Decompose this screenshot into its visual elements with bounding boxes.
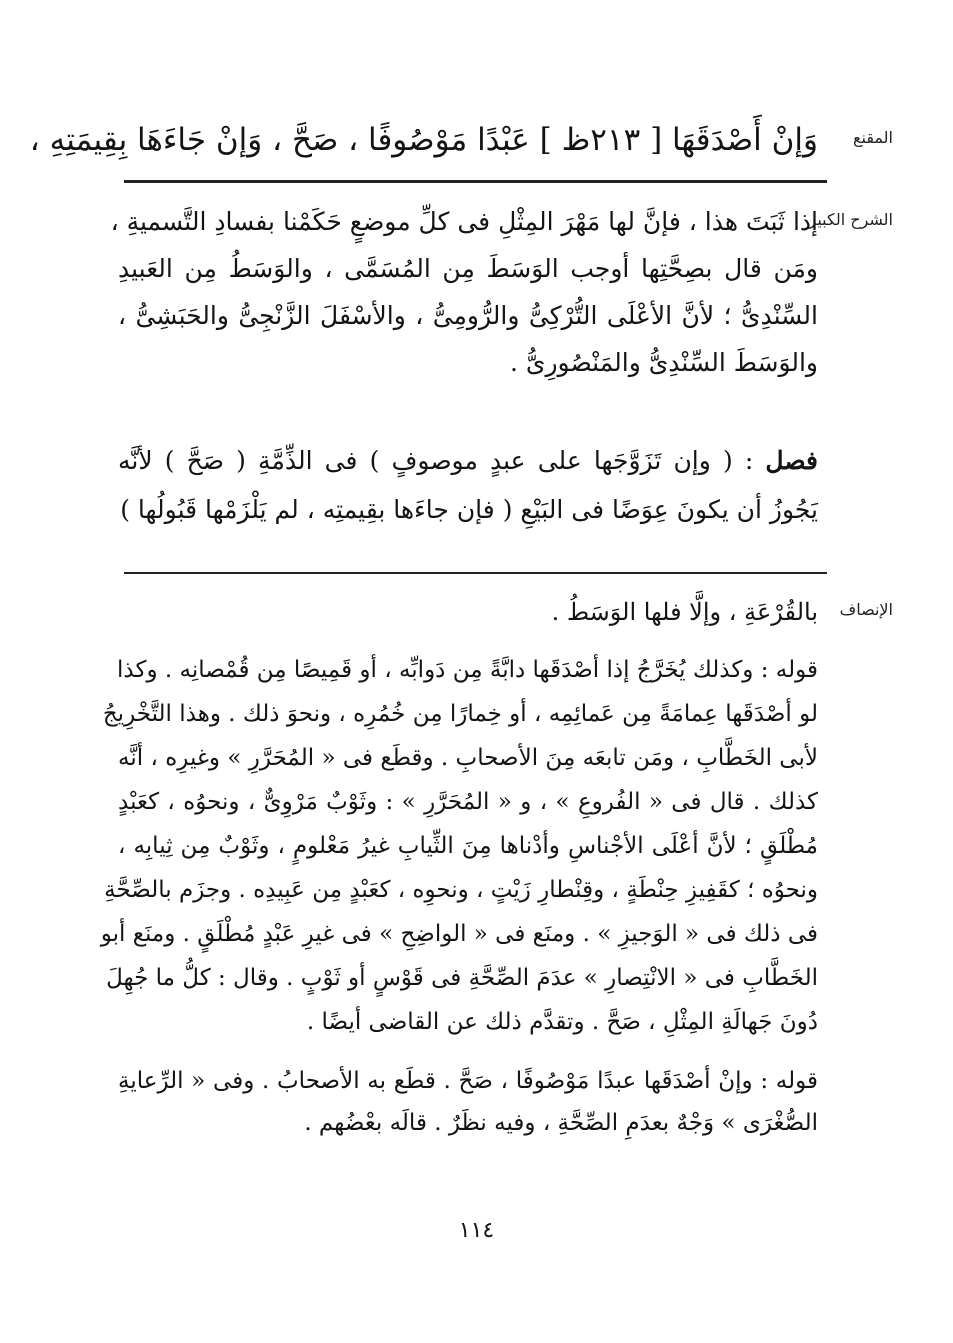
page-number: ١١٤ — [458, 1218, 495, 1243]
insaf-paragraph-2-line-2: لو أصْدَقَها عِمامَةً مِن عَمائِمِه ، أو خِمارًا مِن خُمُرِه ، ونحوَ ذلك . وهذا التَّخْرِيجُ — [102, 701, 818, 727]
section-label-sharh: الشرح الكبير — [808, 210, 893, 229]
sharh-text-line-3: السِّنْدِىُّ ؛ لأنَّ الأعْلَى التُّرْكِىُّ والرُّومِىُّ ، والأسْفَلَ الزَّنْجِىُّ والحَبَشِىُّ ، — [118, 301, 818, 330]
insaf-paragraph-3 — [118, 1060, 818, 1144]
section-label-insaf: الإنصاف — [839, 600, 893, 619]
insaf-paragraph-2-line-7: فى ذلك فى « الوَجيزِ » . ومنَع فى « الواضِحِ » فى غيرِ عَبْدٍ مُطْلَقٍ . ومنَع أبو — [100, 921, 818, 947]
divider-muqni — [124, 180, 827, 183]
sharh-text — [110, 198, 818, 386]
insaf-paragraph-3-line-2: الصُّغْرَى » وَجْهٌ بعدَمِ الصِّحَّةِ ، وفيه نظَرٌ . قالَه بعْضُهم . — [304, 1110, 818, 1136]
insaf-paragraph-1-line-1: بالقُرْعَةِ ، وإلَّا فلها الوَسَطُ . — [551, 598, 818, 626]
insaf-paragraph-2-line-5: مُطْلَقٍ ؛ لأنَّ أعْلَى الأجْناسِ وأدْناها مِنَ الثِّيابِ غيرُ مَعْلومٍ ، وثَوْبٌ مِن ثِيابِه ، — [118, 833, 818, 859]
insaf-paragraph-2-line-9: دُونَ جَهالَةِ المِثْلِ ، صَحَّ . وتقدَّم ذلك عن القاضى أيضًا . — [306, 1009, 818, 1035]
insaf-paragraph-2-line-1: قوله : وكذلك يُخَرَّجُ إذا أصْدَقَها دابَّةً مِن دَوابِّه ، أو قَمِيصًا مِن قُمْصانِه . وكذا — [117, 657, 818, 683]
insaf-paragraph-2 — [100, 648, 818, 1044]
insaf-paragraph-2-line-3: لأبى الخَطَّابِ ، ومَن تابعَه مِنَ الأصحابِ . وقطَع فى « المُحَرَّرِ » وغيرِه ، أنَّه — [118, 745, 818, 771]
sharh-text-line-2: ومَن قال بصِحَّتِها أوجب الوَسَطَ مِن المُسَمَّى ، والوَسَطُ مِن العَبيدِ — [118, 254, 818, 283]
insaf-paragraph-2-line-8: الخَطَّابِ فى « الانْتِصارِ » عدَمَ الصِّحَّةِ فى قَوْسٍ أو ثَوْبٍ . وقال : كلُّ ما جُهِلَ — [106, 965, 818, 991]
muqni-text-line-1: وَإنْ أَصْدَقَهَا [ ٢١٣ظ ] عَبْدًا مَوْصُوفًا ، صَحَّ ، وَإنْ جَاءَهَا بِقِيمَتِهِ ، — [29, 122, 818, 158]
fasl-line-2: يَجُوزُ أن يكونَ عِوَضًا فى البَيْعِ ( فإن جاءَها بقِيمتِه ، لم يَلْزَمْها قَبُولُها ) — [120, 495, 818, 524]
insaf-paragraph-2-line-4: كذلك . قال فى « الفُروعِ » ، و « المُحَرَّرِ » : وثَوْبٌ مَرْوِىٌّ ، ونحوُه ، كعَبْدٍ — [118, 789, 818, 815]
section-label-muqni: المقنع — [852, 128, 893, 147]
divider-insaf — [124, 572, 827, 574]
fasl-line-1: فصل : ( وإن تَزَوَّجَها على عبدٍ موصوفٍ ) فى الذِّمَّةِ ( صَحَّ ) لأنَّه — [118, 446, 818, 475]
insaf-paragraph-1 — [118, 590, 818, 634]
fasl-text — [118, 436, 818, 534]
sharh-text-line-4: والوَسَطَ السِّنْدِىُّ والمَنْصُورِىُّ . — [510, 348, 818, 377]
fasl-heading: فصل — [765, 446, 818, 475]
muqni-text — [29, 118, 818, 162]
insaf-paragraph-3-line-1: قوله : وإنْ أصْدَقَها عبدًا مَوْصُوفًا ، صَحَّ . قطَع به الأصحابُ . وفى « الرِّعايةِ — [118, 1068, 818, 1094]
sharh-text-line-1: إذا ثَبَتَ هذا ، فإنَّ لها مَهْرَ المِثْلِ فى كلِّ موضعٍ حَكَمْنا بفسادِ التَّسميةِ ، — [110, 207, 818, 236]
insaf-paragraph-2-line-6: ونحوُه ؛ كقَفِيزِ حِنْطَةٍ ، وقِنْطارِ زَيْتٍ ، ونحوِه ، كعَبْدٍ مِن عَبِيدِه . وجزَم بالصِّحَّةِ — [104, 877, 818, 903]
